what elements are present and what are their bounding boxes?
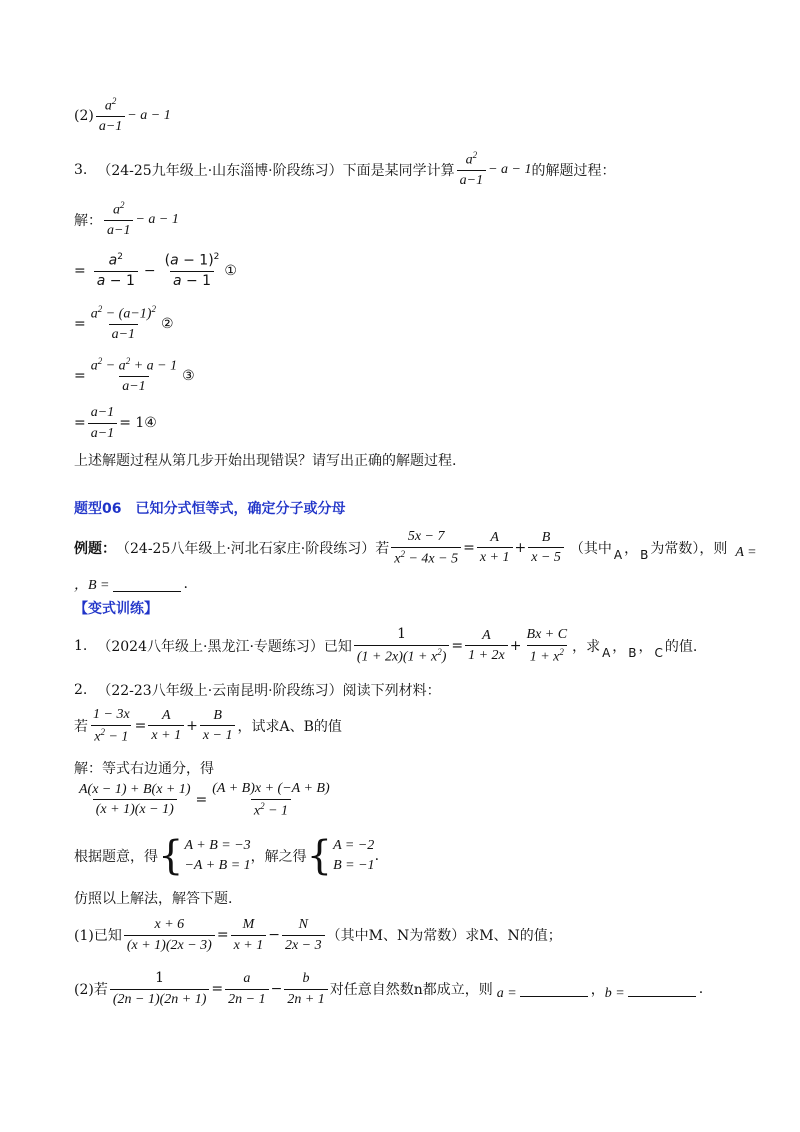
example-line: 例题： （24-25八年级上·河北石家庄·阶段练习） 若 $\frac{5x - 7}{x^2 - 4x - 5}$ = $\frac{A}{x + 1}$ + $\frac{B}{x - 5}$ （其中 A ， B 为常数），则 A = [74,529,757,567]
fraction: $\frac{a^2}{a-1}$ [96,96,125,136]
fraction: $\frac{1}{(2n - 1)(2n + 1)}$ [110,970,210,1008]
step-marker: ④ [144,415,157,431]
step-marker: ① [224,263,237,280]
fraction: $\frac{a^2}{a-1}$ [457,150,486,190]
step-marker: ② [160,315,174,332]
fraction: $\frac{a^2}{a-1}$ [104,200,133,240]
material-if: 若 $\frac{1 - 3x}{x^2 - 1}$ = $\frac{A}{x + 1}$ + $\frac{B}{x - 1}$ ，试求A、B的值 [74,707,342,745]
expression-tail: − a − 1 [127,107,171,123]
fraction: $\frac{(A + B)x + (-A + B)}{x^2 - 1}$ [212,781,330,819]
example-note: （其中 [569,540,612,557]
fraction: $\frac{x + 6}{(x + 1)(2x - 3)}$ [124,916,215,954]
answer-blank [113,577,181,592]
question-3: 3. （24-25九年级上·山东淄博·阶段练习） 下面是某同学计算 $\frac{a^2}{a-1}$ − a − 1 的解题过程： [74,150,616,189]
equation-solution: { A = −2 B = −1 [306,833,375,879]
fraction: $\frac{M}{x + 1}$ [231,916,267,954]
fraction: $\frac{N}{2x - 3}$ [282,916,325,954]
question-3-ask [74,450,456,470]
example-source: （24-25八年级上·河北石家庄·阶段练习） [116,540,376,557]
equation-system: { A + B = −3 −A + B = 1 [158,833,251,879]
fraction: $\frac{a-1}{a-1}$ [88,404,117,442]
question-source: （24-25九年级上·山东淄博·阶段练习） [97,162,343,179]
fraction: $\frac{b}{2n + 1}$ [284,970,327,1008]
variant-heading [74,598,158,618]
question-number: 2. [74,682,88,698]
example-note-end: 为常数），则 [650,540,728,557]
example-a-eq: A = [735,544,757,560]
section-title: 题型06 已知分式恒等式，确定分子或分母 [74,501,346,517]
fraction: $\frac{A}{x + 1}$ [477,529,513,567]
example-answer-line: ，B = . [74,576,188,593]
question-text: 下面是某同学计算 [342,162,455,179]
step-result: = 1 [119,415,145,431]
solution-step-3: = $\frac{a^2 - a^2 + a - 1}{a-1}$ ③ [74,356,195,395]
fraction: $\frac{5x - 7}{x^2 - 4x - 5}$ [391,528,461,568]
section-heading [74,498,345,518]
fraction: $\frac{a}{2n - 1}$ [225,970,268,1008]
problem-2-expression [74,96,171,136]
question-number: 3. [74,161,88,178]
sub-question-2: (2)若 $\frac{1}{(2n - 1)(2n + 1)}$ = $\frac{a}{2n - 1}$ − $\frac{b}{2n + 1}$ 对任意自然数n都成立，则 a = ， b = . [74,970,704,1007]
material-solution: 解：等式右边通分，得 [74,761,214,777]
question-number: 1. [74,637,88,654]
variant-title: 【变式训练】 [74,601,158,617]
fraction: $\frac{1 - 3x}{x^2 - 1}$ [93,707,130,745]
fraction: $\frac{a^2 - (a-1)^2}{a-1}$ [90,304,156,343]
fraction: $\frac{A}{x + 1}$ [148,707,184,745]
fraction: $\frac{A}{1 + 2x}$ [465,627,508,665]
fraction: $\frac{a^2 - a^2 + a - 1}{a-1}$ [90,356,178,395]
solution-step-2: = $\frac{a^2 - (a-1)^2}{a-1}$ ② [74,304,174,343]
fraction: $\frac{a^2}{a - 1}$ [94,252,138,291]
fraction: $\frac{A(x - 1) + B(x + 1)}{(x + 1)(x - 1)}$ [79,781,191,818]
fraction: $\frac{B}{x - 5}$ [528,529,564,567]
example-label: 例题： [74,540,116,557]
question-text: 上述解题过程从第几步开始出现错误？请写出正确的解题过程. [74,453,457,469]
material-system: 根据题意，得 { A + B = −3 −A + B = 1 ，解之得 { A = −2 B = −1 . [74,833,380,879]
solution-step-1: = $\frac{a^2}{a - 1}$ − $\frac{(a - 1)^2}{a - 1}$ ① [74,252,237,290]
material-equation: $\frac{A(x - 1) + B(x + 1)}{(x + 1)(x - 1)}$ = $\frac{(A + B)x + (-A + B)}{x^2 - 1}$ [74,780,335,820]
imitate-text: 仿照以上解法，解答下题. [74,891,233,907]
answer-blank [628,982,696,997]
solution-label: 解： [74,212,102,229]
solution-start: 解： $\frac{a^2}{a-1}$ − a − 1 [74,200,179,239]
question-source: （22-23八年级上·云南昆明·阶段练习） [97,683,343,699]
variant-question-2 [74,680,441,700]
sub-question-1: (1)已知 $\frac{x + 6}{(x + 1)(2x - 3)}$ = $\frac{M}{x + 1}$ − $\frac{N}{2x - 3}$ （其中M、N为常数）求M、N的值； [74,917,562,953]
question-text-end: 的解题过程： [531,162,616,179]
step-marker: ③ [182,367,195,384]
example-b-eq: ，B = [74,578,110,593]
material-ask: ，试求A、B的值 [237,718,342,735]
problem-2-label: (2) [74,107,94,124]
question-source: （2024八年级上·黑龙江·专题练习） [97,638,324,655]
fraction: $\frac{(a - 1)^2}{a - 1}$ [164,252,220,290]
example-text: 若 [375,540,390,557]
question-text: 已知 [323,638,352,655]
question-text: 阅读下列材料： [342,683,441,699]
question-ask: ，求 [572,638,601,655]
variant-question-1: 1. （2024八年级上·黑龙江·专题练习） 已知 $\frac{1}{(1 + 2x)(1 + x^2)}$ = $\frac{A}{1 + 2x}$ + $\frac{Bx + C}{1 + x^2}$ ，求 A ， B ， C 的值. [74,626,698,665]
fraction: $\frac{1}{(1 + 2x)(1 + x^2)}$ [354,626,449,666]
solution-step-4: = $\frac{a-1}{a-1}$ = 1 ④ [74,405,157,441]
answer-blank [520,982,588,997]
fraction: $\frac{B}{x - 1}$ [200,707,236,745]
fraction: $\frac{Bx + C}{1 + x^2}$ [526,627,568,665]
